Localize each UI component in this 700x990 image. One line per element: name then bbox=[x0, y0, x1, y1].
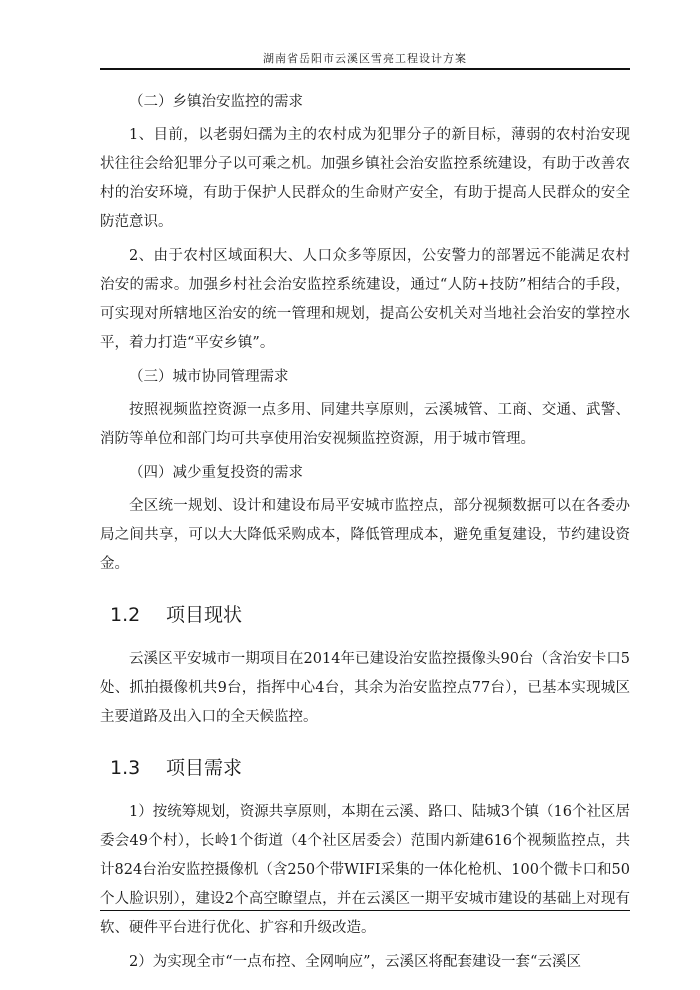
paragraph: 云溪区平安城市一期项目在2014年已建设治安监控摄像头90台（含治安卡口5处、抓拍摄像机共9台，指挥中心4台，其余为治安监控点77台），已基本实现城区主要道路及出入口的全天候监控。 bbox=[100, 651, 630, 725]
document-body bbox=[100, 88, 630, 982]
paragraph: 按照视频监控资源一点多用、同建共享原则，云溪城管、工商、交通、武警、消防等单位和部门均可共享使用治安视频监控资源，用于城市管理。 bbox=[100, 402, 630, 447]
paragraph: 1）按统筹规划，资源共享原则，本期在云溪、路口、陆城3个镇（16个社区居委会49个村），长岭1个街道（4个社区居委会）范围内新建616个视频监控点，共计824台治安监控摄像机（含250个带WIFI采集的一体化枪机、100个微卡口和50个人脸识别），建设2个高空瞭望点，并在云溪区一期平安城市建设的基础上对现有软、硬件平台进行优化、扩容和升级改造。 bbox=[100, 804, 630, 936]
footer-divider bbox=[100, 910, 630, 911]
paragraph: 全区统一规划、设计和建设布局平安城市监控点，部分视频数据可以在各委办局之间共享，可以大大降低采购成本，降低管理成本，避免重复建设，节约建设资金。 bbox=[100, 498, 630, 572]
section-number: 1.3 bbox=[110, 757, 141, 779]
subsection-heading-investment: （四）减少重复投资的需求 bbox=[129, 465, 303, 481]
section-heading-status bbox=[100, 599, 630, 631]
paragraph: 2、由于农村区域面积大、人口众多等原因，公安警力的部署远不能满足农村治安的需求。加强乡村社会治安监控系统建设，通过“人防+技防”相结合的手段，可实现对所辖地区治安的统一管理和规划，提高公安机关对当地社会治安的掌控水平，着力打造“平安乡镇”。 bbox=[100, 248, 630, 351]
subsection-heading-city: （三）城市协同管理需求 bbox=[129, 369, 289, 385]
subsection-heading-township: （二）乡镇治安监控的需求 bbox=[129, 94, 303, 110]
section-heading-requirements bbox=[100, 752, 630, 784]
section-title: 项目需求 bbox=[166, 757, 243, 779]
section-title: 项目现状 bbox=[166, 604, 243, 626]
section-number: 1.2 bbox=[110, 604, 141, 626]
paragraph: 2）为实现全市“一点布控、全网响应”，云溪区将配套建设一套“云溪区 bbox=[129, 954, 581, 970]
header-divider bbox=[100, 68, 630, 70]
paragraph: 1、目前，以老弱妇孺为主的农村成为犯罪分子的新目标，薄弱的农村治安现状往往会给犯罪分子以可乘之机。加强乡镇社会治安监控系统建设，有助于改善农村的治安环境，有助于保护人民群众的生命财产安全，有助于提高人民群众的安全防范意识。 bbox=[100, 127, 630, 230]
page-header-title: 湖南省岳阳市云溪区雪亮工程设计方案 bbox=[263, 52, 467, 65]
